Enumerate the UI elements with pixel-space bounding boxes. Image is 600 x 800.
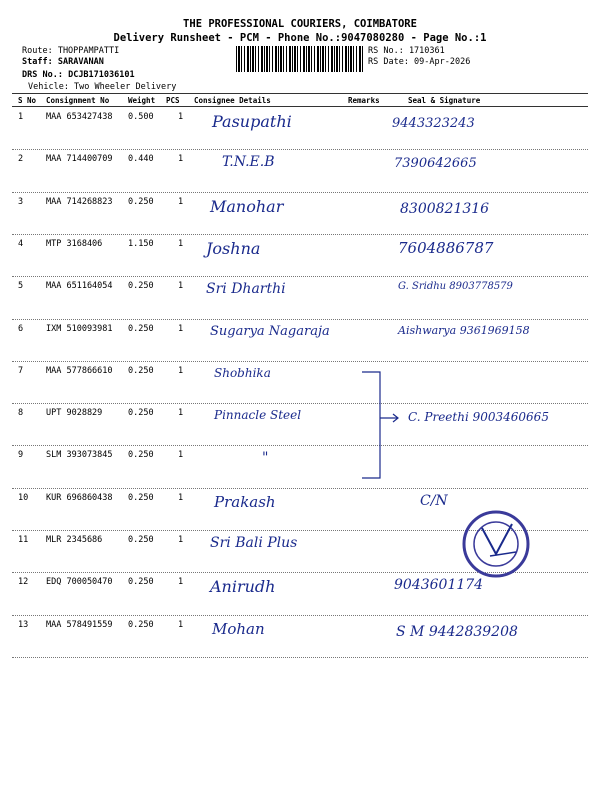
row-pcs: 1 xyxy=(178,408,184,419)
row-divider xyxy=(12,403,588,404)
consignee-handwriting: Pinnacle Steel xyxy=(214,408,302,423)
row-weight: 0.250 xyxy=(128,492,154,503)
row-sno: 5 xyxy=(18,281,24,292)
row-pcs: 1 xyxy=(178,281,184,292)
row-consignment: SLM 393073845 xyxy=(46,450,113,461)
row-pcs: 1 xyxy=(178,492,184,503)
row-consignment: MLR 2345686 xyxy=(46,535,103,545)
row-sno: 4 xyxy=(18,238,24,249)
row-consignment: UPT 9028829 xyxy=(46,408,103,419)
signature-handwriting: G. Sridhu 8903778579 xyxy=(398,281,513,293)
row-weight: 0.250 xyxy=(128,323,154,334)
row-divider xyxy=(12,192,588,193)
row-pcs: 1 xyxy=(178,577,184,588)
row-weight: 0.250 xyxy=(128,450,154,461)
row-pcs: 1 xyxy=(178,112,184,122)
row-pcs: 1 xyxy=(178,196,184,207)
row-consignment: KUR 696860438 xyxy=(46,492,113,503)
row-divider xyxy=(12,361,588,362)
signature-handwriting: 7390642665 xyxy=(394,156,477,172)
row-consignment: MAA 714268823 xyxy=(46,196,113,207)
row-sno: 11 xyxy=(18,535,29,545)
row-weight: 0.250 xyxy=(128,365,154,376)
staff-label: Staff: xyxy=(22,57,53,67)
consignee-handwriting: Joshna xyxy=(206,238,261,258)
signature-handwriting: Aishwarya 9361969158 xyxy=(398,323,530,337)
row-weight: 0.250 xyxy=(128,535,154,545)
row-divider xyxy=(12,488,588,489)
row-divider xyxy=(12,657,588,658)
row-pcs: 1 xyxy=(178,154,184,165)
row-weight: 1.150 xyxy=(128,238,154,249)
row-sno: 1 xyxy=(18,112,24,122)
consignee-handwriting: T.N.E.B xyxy=(222,154,275,171)
col-header-consignee: Consignee Details xyxy=(194,96,271,105)
signature-handwriting: C. Preethi 9003460665 xyxy=(408,410,549,425)
row-consignment: MAA 577866610 xyxy=(46,365,113,376)
staff-value: SARAVANAN xyxy=(57,57,104,67)
row-sno: 13 xyxy=(18,619,29,630)
row-weight: 0.440 xyxy=(128,154,154,165)
row-sno: 10 xyxy=(18,492,29,503)
rs-date: RS Date: 09-Apr-2026 xyxy=(368,57,471,67)
row-pcs: 1 xyxy=(178,365,184,376)
col-header-weight: Weight xyxy=(128,96,156,105)
row-weight: 0.250 xyxy=(128,281,154,292)
col-header-sno: S No xyxy=(18,96,37,105)
row-sno: 12 xyxy=(18,577,29,588)
runsheet-title: THE PROFESSIONAL COURIERS, COIMBATORE xyxy=(183,18,417,30)
row-divider xyxy=(12,319,588,320)
row-pcs: 1 xyxy=(178,238,184,249)
row-weight: 0.250 xyxy=(128,196,154,207)
table-top-rule xyxy=(12,93,588,94)
barcode-image xyxy=(236,46,364,72)
row-weight: 0.500 xyxy=(128,112,154,122)
row-sno: 9 xyxy=(18,450,24,461)
row-sno: 7 xyxy=(18,365,24,376)
consignee-handwriting: Sri Bali Plus xyxy=(210,535,298,551)
row-sno: 8 xyxy=(18,408,24,419)
row-sno: 3 xyxy=(18,196,24,207)
row-consignment: IXM 510093981 xyxy=(46,323,113,334)
row-divider xyxy=(12,445,588,446)
drs-row xyxy=(22,70,135,80)
col-header-remarks: Remarks xyxy=(348,96,380,105)
row-consignment: MAA 714400709 xyxy=(46,154,113,165)
row-consignment: MAA 651164054 xyxy=(46,281,113,292)
route-text: Route: THOPPAMPATTI xyxy=(22,46,120,56)
table-header-rule xyxy=(12,106,588,107)
consignee-handwriting: Sugarya Nagaraja xyxy=(210,323,330,339)
row-consignment: MAA 578491559 xyxy=(46,619,113,630)
rs-number: RS No.: 1710361 xyxy=(368,46,445,56)
bracket-mark xyxy=(360,360,420,490)
vehicle-text: Vehicle: Two Wheeler Delivery xyxy=(28,82,177,92)
row-pcs: 1 xyxy=(178,619,184,630)
consignee-handwriting: Anirudh xyxy=(210,577,276,597)
signature-handwriting: S M 9442839208 xyxy=(396,623,518,640)
consignee-handwriting: Prakash xyxy=(214,492,276,511)
signature-handwriting: 9443323243 xyxy=(392,116,475,131)
row-divider xyxy=(12,276,588,277)
row-divider xyxy=(12,234,588,235)
runsheet-subtitle: Delivery Runsheet - PCM - Phone No.:9047080280 - Page No.:1 xyxy=(113,32,487,44)
row-divider xyxy=(12,615,588,616)
row-sno: 6 xyxy=(18,323,24,334)
col-header-signature: Seal & Signature xyxy=(408,96,481,105)
consignee-handwriting: Mohan xyxy=(212,619,265,638)
row-divider xyxy=(12,149,588,150)
consignee-handwriting: Shobhika xyxy=(214,365,271,380)
row-consignment: MAA 653427438 xyxy=(46,112,113,122)
row-sno: 2 xyxy=(18,154,24,165)
consignee-handwriting: " xyxy=(262,450,269,467)
row-weight: 0.250 xyxy=(128,577,154,588)
col-header-pcs: PCS xyxy=(166,96,180,105)
row-pcs: 1 xyxy=(178,323,184,334)
seal-stamp xyxy=(460,508,532,580)
col-header-consignment: Consignment No xyxy=(46,96,110,105)
signature-handwriting: 7604886787 xyxy=(398,238,494,257)
row-pcs: 1 xyxy=(178,450,184,461)
row-consignment: MTP 3168406 xyxy=(46,238,103,249)
consignee-handwriting: Pasupathi xyxy=(212,112,292,131)
signature-handwriting: C/N xyxy=(420,492,448,509)
consignee-handwriting: Sri Dharthi xyxy=(206,281,286,298)
row-weight: 0.250 xyxy=(128,619,154,630)
consignee-handwriting: Manohar xyxy=(210,196,284,216)
drs-value: DCJB171036101 xyxy=(68,70,135,80)
row-weight: 0.250 xyxy=(128,408,154,419)
row-pcs: 1 xyxy=(178,535,184,545)
staff-row xyxy=(22,57,104,67)
signature-handwriting: 9043601174 xyxy=(394,577,484,594)
signature-handwriting: 8300821316 xyxy=(400,200,490,217)
drs-label: DRS No.: xyxy=(22,70,63,80)
row-consignment: EDQ 700050470 xyxy=(46,577,113,588)
